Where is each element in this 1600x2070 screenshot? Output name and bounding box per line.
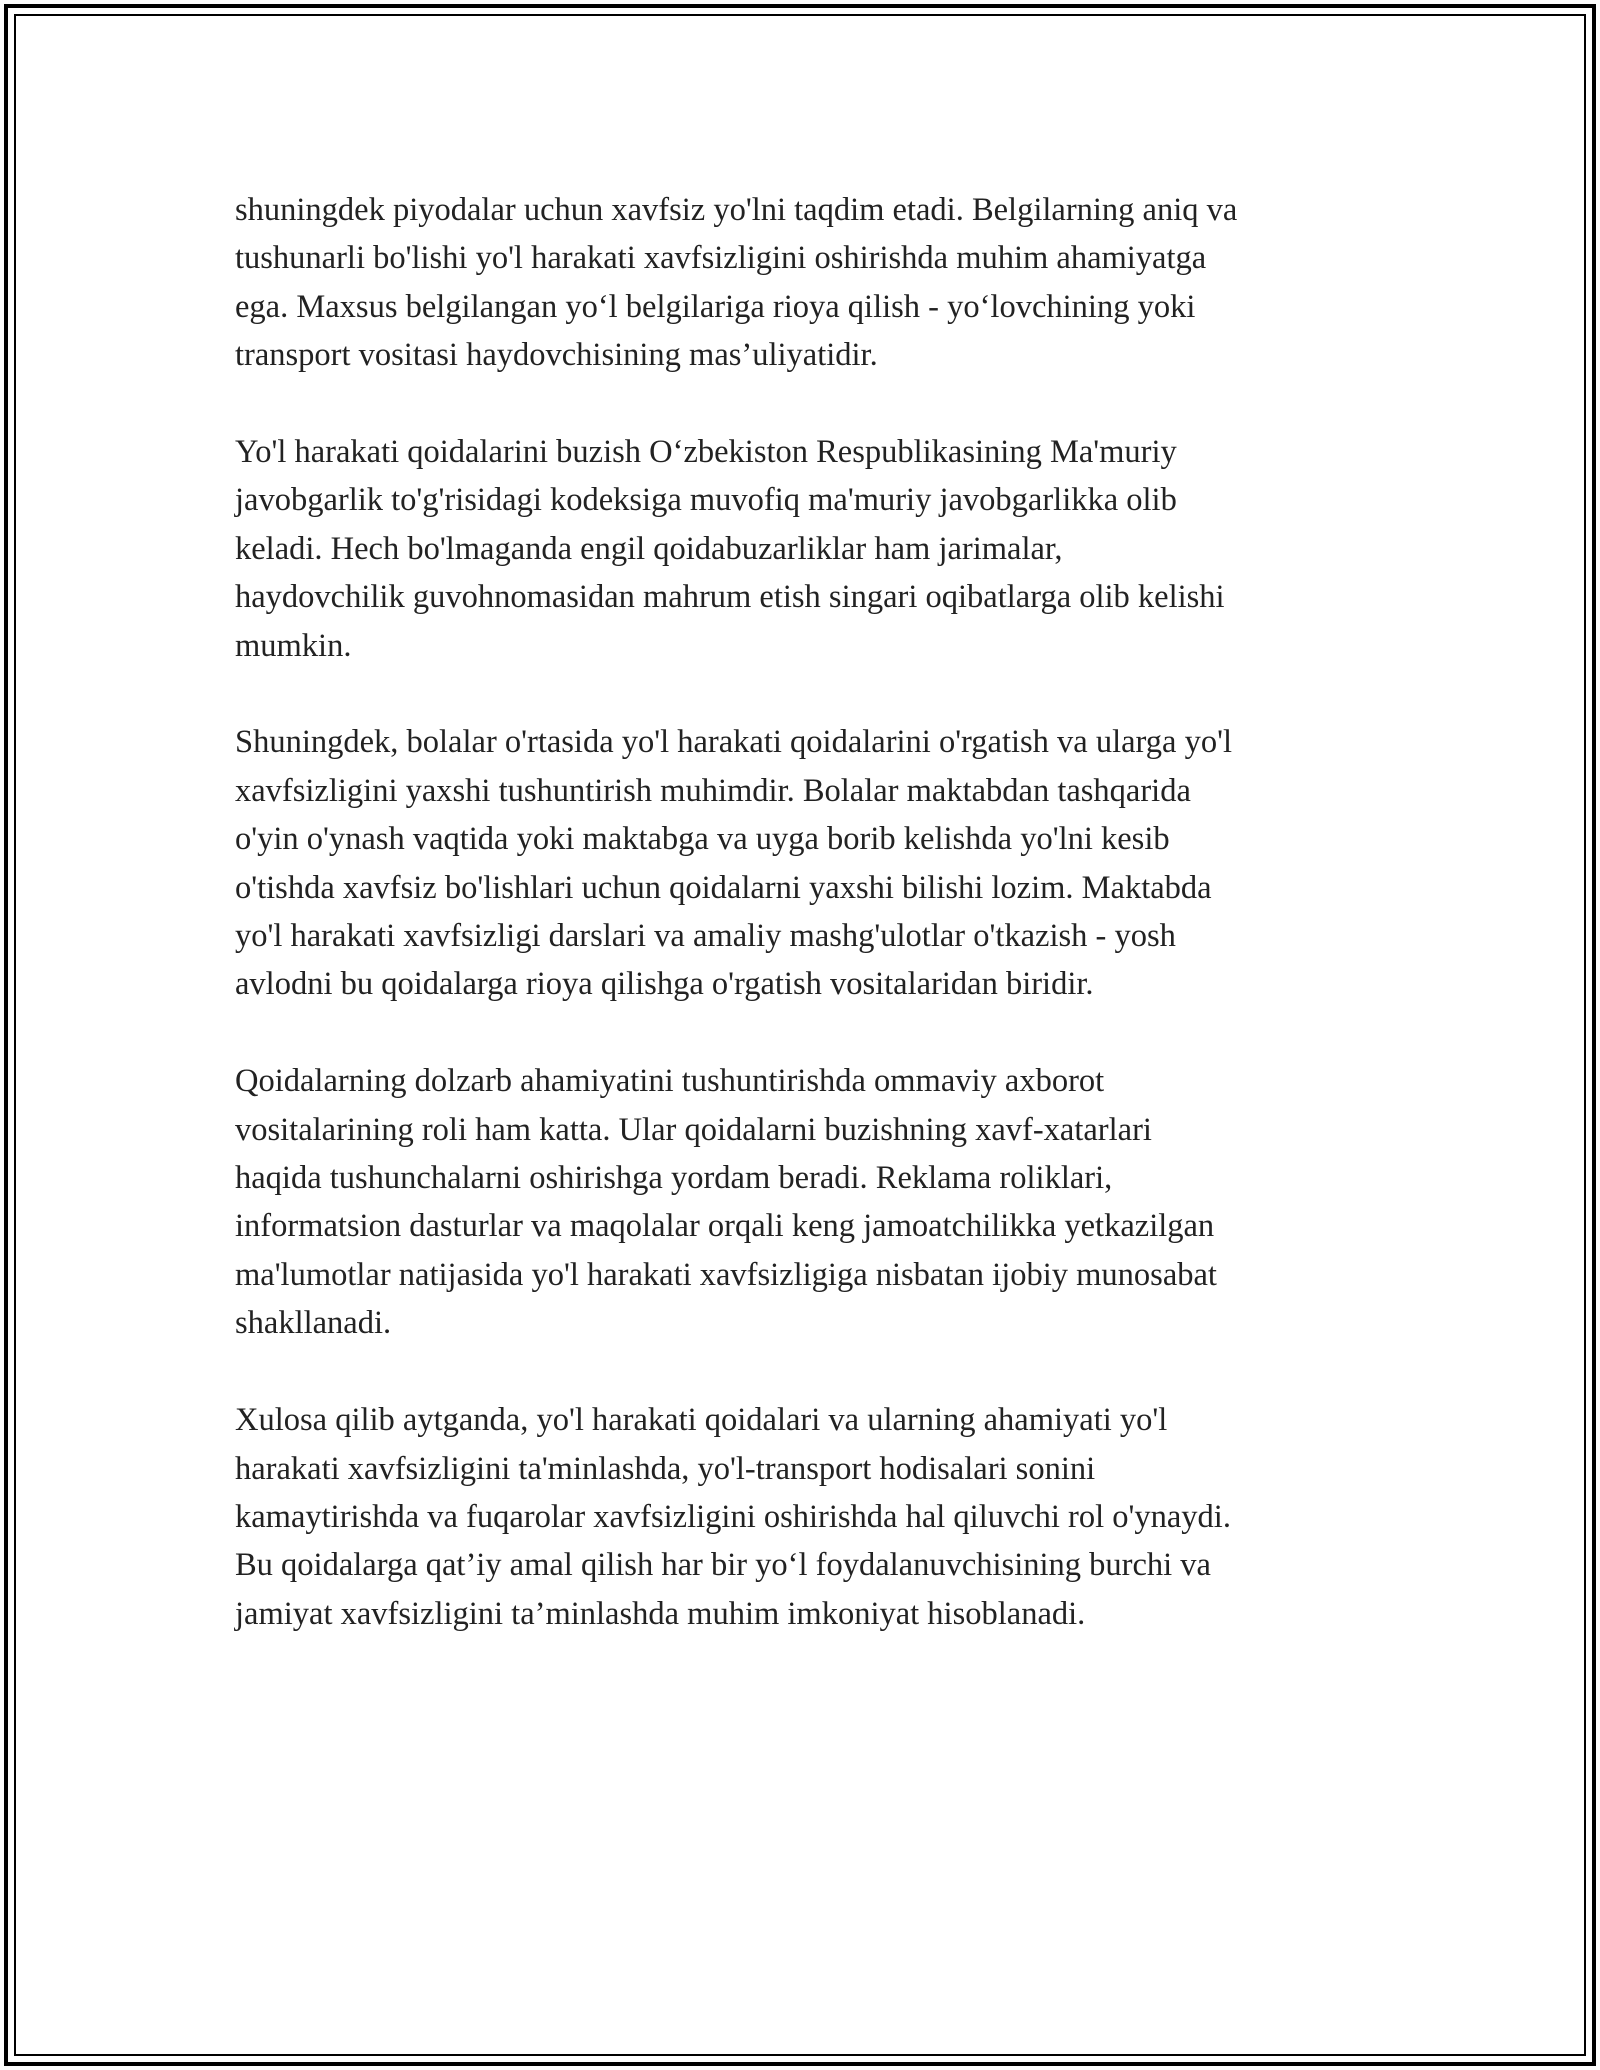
text-line: avlodni bu qoidalarga rioya qilishga o'rgatish vositalaridan biridir. (235, 966, 1094, 1003)
text-line: Bu qoidalarga qat’iy amal qilish har bir yo‘l foydalanuvchisining burchi va (235, 1547, 1211, 1584)
text-line: shuningdek piyodalar uchun xavfsiz yo'lni taqdim etadi. Belgilarning aniq va (235, 192, 1238, 228)
paragraph-3 (235, 718, 1375, 1008)
paragraph-4 (235, 1057, 1375, 1347)
text-line: kamaytirishda va fuqarolar xavfsizligini oshirishda hal qiluvchi rol o'ynaydi. (235, 1498, 1231, 1535)
text-line: keladi. Hech bo'lmaganda engil qoidabuzarliklar ham jarimalar, (235, 530, 1063, 567)
text-line: mumkin. (235, 627, 352, 664)
paragraph-2 (235, 428, 1375, 670)
text-line: yo'l harakati xavfsizligi darslari va amaliy mashg'ulotlar o'tkazish - yosh (235, 918, 1176, 955)
text-line: informatsion dasturlar va maqolalar orqali keng jamoatchilikka yetkazilgan (235, 1208, 1215, 1245)
text-line: Shuningdek, bolalar o'rtasida yo'l harakati qoidalarini o'rgatish va ularga yo'l (235, 724, 1232, 761)
text-line: xavfsizligini yaxshi tushuntirish muhimdir. Bolalar maktabdan tashqarida (235, 772, 1191, 809)
text-line: o'tishda xavfsiz bo'lishlari uchun qoidalarni yaxshi bilishi lozim. Maktabda (235, 869, 1212, 906)
text-line: haqida tushunchalarni oshirishga yordam beradi. Reklama roliklari, (235, 1160, 1113, 1197)
text-line: haydovchilik guvohnomasidan mahrum etish singari oqibatlarga olib kelishi (235, 579, 1225, 616)
text-line: Qoidalarning dolzarb ahamiyatini tushuntirishda ommaviy axborot (235, 1063, 1105, 1100)
paragraph-5 (235, 1396, 1375, 1638)
text-line: Xulosa qilib aytganda, yo'l harakati qoidalari va ularning ahamiyati yo'l (235, 1402, 1168, 1439)
text-line: javobgarlik to'g'risidagi kodeksiga muvofiq ma'muriy javobgarlikka olib (235, 482, 1177, 519)
text-line: Yo'l harakati qoidalarini buzish O‘zbekiston Respublikasining Ma'muriy (235, 434, 1177, 471)
text-line: shakllanadi. (235, 1305, 392, 1342)
text-line: ega. Maxsus belgilangan yo‘l belgilariga rioya qilish - yo‘lovchining yoki (235, 288, 1196, 325)
text-line: harakati xavfsizligini ta'minlashda, yo'l-transport hodisalari sonini (235, 1450, 1096, 1487)
text-line: tushunarli bo'lishi yo'l harakati xavfsizligini oshirishda muhim ahamiyatga (235, 240, 1207, 277)
text-line: transport vositasi haydovchisining mas’uliyatidir. (235, 337, 878, 374)
text-line: vositalarining roli ham katta. Ular qoidalarni buzishning xavf-xatarlari (235, 1111, 1152, 1148)
text-line: o'yin o'ynash vaqtida yoki maktabga va uyga borib kelishda yo'lni kesib (235, 821, 1170, 858)
document-body (235, 186, 1375, 1687)
text-line: jamiyat xavfsizligini ta’minlashda muhim imkoniyat hisoblanadi. (235, 1595, 1086, 1632)
paragraph-1 (235, 186, 1375, 380)
text-line: ma'lumotlar natijasida yo'l harakati xavfsizligiga nisbatan ijobiy munosabat (235, 1256, 1217, 1293)
